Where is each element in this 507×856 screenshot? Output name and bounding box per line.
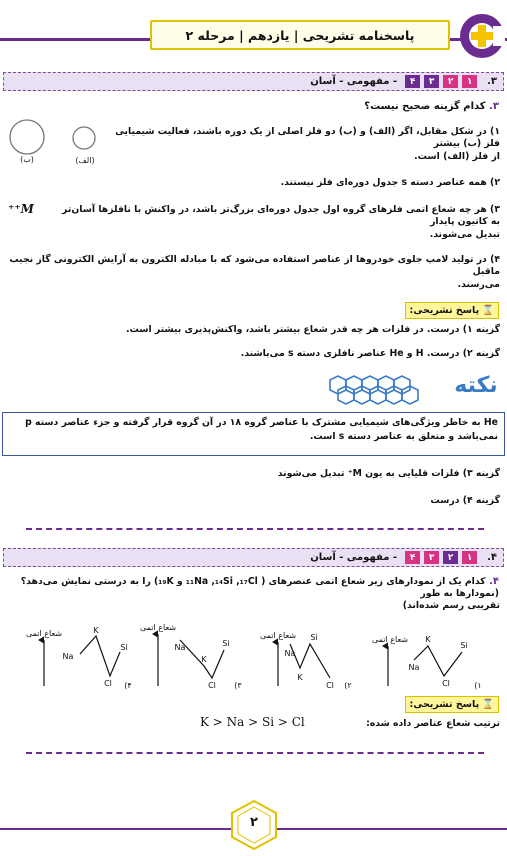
level-badge: ۲ [443, 75, 458, 88]
q4-number: ۴. [487, 552, 497, 563]
plot3-label-na: Na [174, 643, 186, 652]
q4-option-plots [0, 620, 507, 692]
q3-info-box: He به خاطر ویژگی‌های شیمیایی مشترک با عناصر گروه ۱۸ در آن گروه قرار گرفته و جزء عناصر دسته p نمی‌باشد و متعلق به عناصر دسته s است. [2, 412, 505, 456]
q4-answer-text: ترتیب شعاع عناصر داده شده: [366, 718, 500, 729]
plot2-axis-label: شعاع اتمی [259, 631, 297, 640]
plot1-axis-label: شعاع اتمی [371, 635, 409, 644]
plot4-line [80, 636, 120, 676]
q3-answer-2: گزینه ۲) درست. H و He عناصر نافلزی دسته s می‌باشند. [240, 348, 500, 359]
answer-label-text: پاسخ تشریحی: [409, 699, 480, 710]
plot1-line [414, 646, 462, 676]
q3-option-3-line2: تبدیل می‌شوند. [429, 229, 500, 240]
plot4-label-na: Na [62, 652, 74, 661]
q3-option-3-line1: ۳) هر چه شعاع اتمی فلزهای گروه اول جدول دوره‌ای بزرگ‌تر باشد، در واکنش با نافلزها آسان‌تر به کاتیون پایدار [62, 204, 500, 228]
q4-question-line1: کدام یک از نمودارهای زیر شعاع اتمی عنصرهای ( ₁₁Na ,₁₄Si ,₁₇Cl و ₁₉K) را به درستی نمایش می‌دهد؟ (نمودارها به طور [20, 576, 499, 599]
circle-label-alef: (الف) [75, 156, 95, 165]
page-title: پاسخنامه تشریحی | یازدهم | مرحله ۲ [150, 20, 450, 50]
q4-question [8, 576, 499, 600]
plot4-label-k: K [93, 626, 99, 635]
q3-option-1-line2: از فلز (الف) است. [414, 151, 500, 162]
level-badge: ۲ [443, 551, 458, 564]
plot3-label-cl: Cl [208, 681, 216, 690]
q4-answer-order: K > Na > Si > Cl [200, 715, 305, 729]
plot3-axis-label: شعاع اتمی [139, 623, 177, 632]
hourglass-icon: ⌛ [482, 305, 494, 316]
q4-section-bar [3, 548, 504, 567]
level-badge: ۴ [405, 75, 420, 88]
hourglass-icon: ⌛ [482, 699, 494, 710]
q3-answer-4: گزینه ۴) درست [430, 495, 500, 506]
plot1-label-na: Na [408, 663, 420, 672]
plot1-label-k: K [425, 635, 431, 644]
plot1-label-si: Si [460, 641, 468, 650]
plot2-label-na: Na [284, 649, 296, 658]
plot3-label-si: Si [222, 639, 230, 648]
q3-option-4-line2: می‌رسند. [457, 279, 500, 290]
plot2-option-num: (۲ [344, 681, 352, 690]
plot4-axis-label: شعاع اتمی [25, 629, 63, 638]
plot4-option-num: (۴ [124, 681, 132, 690]
plot2-label-cl: Cl [326, 681, 334, 690]
q3-question [364, 101, 499, 113]
plot1-label-cl: Cl [442, 679, 450, 688]
level-badge: ۳ [424, 75, 439, 88]
circle-label-b: (ب) [20, 155, 34, 164]
plot4-label-cl: Cl [104, 679, 112, 688]
note-title: نکته [454, 373, 498, 398]
q3-question-text: کدام گزینه صحیح نیست؟ [364, 101, 486, 112]
plot2-line [290, 644, 330, 678]
plot3-option-num: (۳ [234, 681, 242, 690]
q3-qnum: ۳. [489, 101, 499, 112]
q4-question-line2: تقریبی رسم شده‌اند) [402, 600, 500, 611]
q3-ion-formula: M⁺⁺ [8, 202, 34, 216]
plot4-label-si: Si [120, 643, 128, 652]
q3-answer-1: گزینه ۱) درست. در فلزات هر چه قدر شعاع بیشتر باشد، واکنش‌پذیری بیشتر است. [125, 324, 500, 335]
q3-answer-label [405, 302, 499, 319]
divider [26, 528, 484, 530]
q3-difficulty: - مفهومی - آسان [310, 76, 398, 87]
q4-qnum: ۴. [489, 576, 499, 587]
q3-option-2: ۲) همه عناصر دسته s جدول دوره‌ای فلز نیستند. [280, 177, 500, 188]
page-number: ۲ [250, 815, 258, 830]
q4-difficulty: - مفهومی - آسان [310, 552, 398, 563]
level-badge: ۳ [424, 551, 439, 564]
q3-answer-3: گزینه ۳) فلزات قلیایی به یون M⁺ تبدیل می‌شوند [277, 468, 500, 479]
q3-section-bar [3, 72, 504, 91]
plot2-label-si: Si [310, 633, 318, 642]
q3-option-1-line1: ۱) در شکل مقابل، اگر (الف) و (ب) دو فلز اصلی از یک دوره باشند، فعالیت شیمیایی فلز (ب) بیشتر [115, 126, 500, 150]
q3-number: ۳. [487, 76, 497, 87]
level-badge: ۱ [462, 551, 477, 564]
answer-label-text: پاسخ تشریحی: [409, 305, 480, 316]
plot1-option-num: (۱ [474, 681, 482, 690]
plot3-label-k: K [201, 655, 207, 664]
level-badge: ۴ [405, 551, 420, 564]
q4-answer-label [405, 696, 499, 713]
brand-logo [455, 8, 505, 64]
plot2-label-k: K [297, 673, 303, 682]
divider [26, 752, 484, 754]
level-badge: ۱ [462, 75, 477, 88]
q3-option-4-line1: ۴) در تولید لامپ جلوی خودروها از عناصر استفاده می‌شود که با مبادله الکترون به آرایش الکترونی گاز نجیب ماقبل [9, 254, 500, 278]
